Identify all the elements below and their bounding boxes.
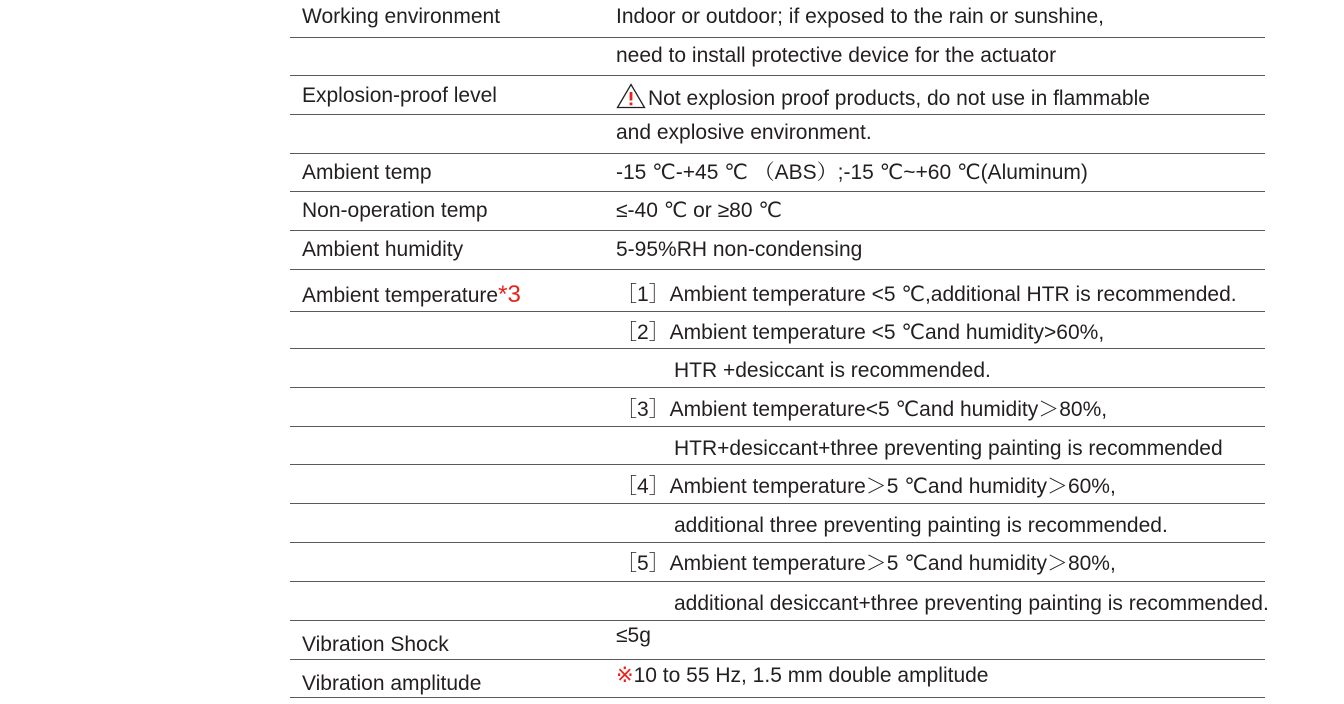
row-divider: [290, 697, 1265, 698]
row-divider: [290, 269, 1265, 270]
value-ambient-humidity: 5-95%RH non-condensing: [616, 238, 863, 261]
warning-triangle-icon: [616, 83, 646, 116]
row-divider: [290, 620, 1265, 621]
value-vibration-shock: ≤5g: [616, 624, 651, 647]
row-divider: [290, 153, 1265, 154]
ambient-temperature-note-3: ［3］Ambient temperature<5 ℃and humidity＞80%,: [616, 398, 1108, 421]
row-divider: [290, 659, 1265, 660]
value-vibration-amplitude: [616, 663, 988, 689]
row-divider: [290, 37, 1265, 38]
label-explosion-proof-level: Explosion-proof level: [302, 84, 497, 107]
ambient-temperature-note-2-cont: HTR +desiccant is recommended.: [674, 359, 991, 382]
ambient-temperature-note-4: ［4］Ambient temperature＞5 ℃and humidity＞60%,: [616, 475, 1116, 498]
ambient-temperature-note-5: ［5］Ambient temperature＞5 ℃and humidity＞80%,: [616, 552, 1116, 575]
row-divider: [290, 464, 1265, 465]
row-divider: [290, 75, 1265, 76]
ambient-temperature-note-2: ［2］Ambient temperature <5 ℃and humidity>60%,: [616, 321, 1105, 344]
row-divider: [290, 114, 1265, 115]
footnote-marker: *3: [498, 281, 521, 308]
explosion-proof-text: Not explosion proof products, do not use in flammable: [648, 87, 1150, 110]
label-vibration-amplitude: Vibration amplitude: [302, 672, 482, 695]
label-ambient-humidity: Ambient humidity: [302, 238, 464, 261]
row-divider: [290, 311, 1265, 312]
value-working-environment-line-2: need to install protective device for the actuator: [616, 44, 1057, 67]
label-non-operation-temp: Non-operation temp: [302, 199, 488, 222]
label-ambient-temp: Ambient temp: [302, 161, 432, 184]
ambient-temperature-label-text: Ambient temperature: [302, 284, 499, 307]
vibration-amplitude-text: 10 to 55 Hz, 1.5 mm double amplitude: [633, 664, 989, 687]
label-working-environment: Working environment: [302, 5, 501, 28]
reference-mark: ※: [616, 664, 634, 687]
row-divider: [290, 503, 1265, 504]
value-non-operation-temp: ≤-40 ℃ or ≥80 ℃: [616, 199, 782, 222]
label-ambient-temperature: [302, 282, 521, 309]
ambient-temperature-note-3-cont: HTR+desiccant+three preventing painting is recommended: [674, 437, 1223, 460]
row-divider: [290, 348, 1265, 349]
value-working-environment-line-1: Indoor or outdoor; if exposed to the rain or sunshine,: [616, 5, 1104, 28]
value-explosion-proof-line-1: [616, 83, 1150, 116]
label-vibration-shock: Vibration Shock: [302, 633, 449, 656]
row-divider: [290, 191, 1265, 192]
row-divider: [290, 387, 1265, 388]
row-divider: [290, 230, 1265, 231]
row-divider: [290, 542, 1265, 543]
value-ambient-temp: -15 ℃-+45 ℃ （ABS）;-15 ℃~+60 ℃(Aluminum): [616, 161, 1088, 184]
row-divider: [290, 581, 1265, 582]
ambient-temperature-note-5-cont: additional desiccant+three preventing painting is recommended.: [674, 592, 1269, 615]
ambient-temperature-note-1: ［1］Ambient temperature <5 ℃,additional HTR is recommended.: [616, 283, 1237, 306]
row-divider: [290, 426, 1265, 427]
value-explosion-proof-line-2: and explosive environment.: [616, 121, 872, 144]
ambient-temperature-note-4-cont: additional three preventing painting is recommended.: [674, 514, 1168, 537]
